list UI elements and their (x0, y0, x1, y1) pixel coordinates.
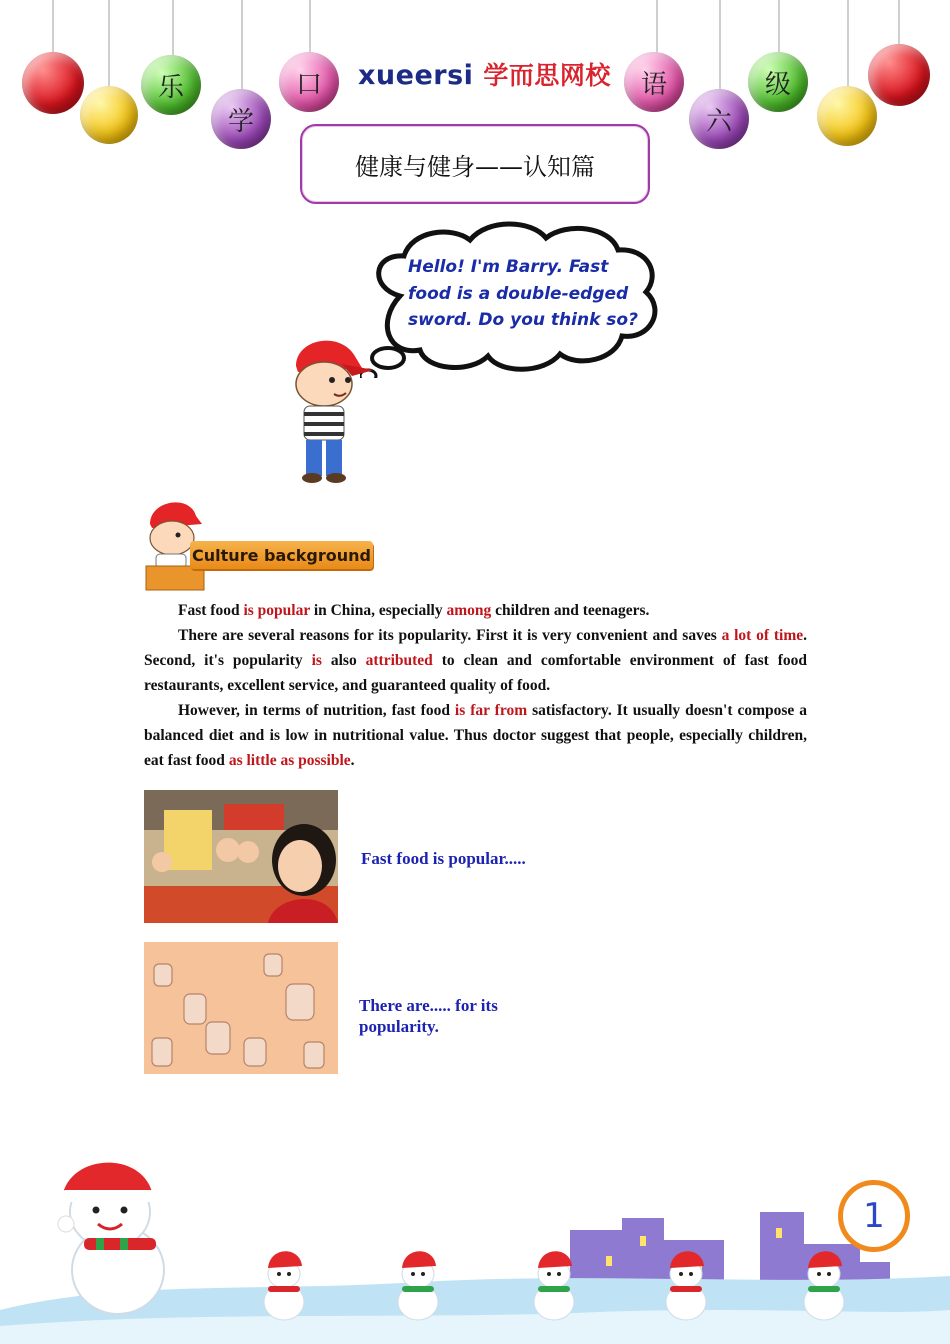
ornament-char-xue: 学 (211, 89, 271, 149)
speech-line-2: food is a double-edged (408, 283, 629, 304)
yellow-ornament-icon (817, 86, 877, 146)
text-run: also (321, 652, 366, 669)
red-ornament-icon (22, 52, 84, 114)
paragraph (144, 598, 807, 623)
text-run: children and teenagers. (491, 602, 650, 619)
caption-line-2: popularity. (359, 1017, 439, 1036)
red-ornament-icon (868, 44, 930, 106)
brand-latin: xueersi (358, 60, 474, 91)
highlighted-phrase: is (311, 652, 322, 669)
brand-chinese: 学而思网校 (483, 61, 611, 90)
caption-line-1: There are..... for its (359, 996, 498, 1015)
section-label-culture-background: Culture background (190, 541, 373, 569)
small-snowman-icon (660, 1246, 712, 1322)
highlighted-phrase: is far from (454, 702, 528, 719)
ornament-char-kou: 口 (279, 52, 339, 112)
thumbs-up-photo (144, 942, 338, 1074)
text-run: There are several reasons for its popularity. First it is very convenient and saves (178, 627, 722, 644)
page-number: 1 (838, 1180, 910, 1252)
page-title: 健康与健身——认知篇 (300, 124, 650, 204)
highlighted-phrase: as little as possible (228, 752, 351, 769)
ornament-char-yu: 语 (624, 52, 684, 112)
ornament-char-le: 乐 (141, 55, 201, 115)
small-snowman-icon (528, 1246, 580, 1322)
text-run: to clean and comfortable environment of fast food restaurants, excellent service, and guaranteed quality of food. (144, 652, 807, 694)
small-snowman-icon (392, 1246, 444, 1322)
kids-eating-photo (144, 790, 338, 923)
paragraph (144, 623, 807, 698)
text-run: satisfactory. It usually doesn't compose a balanced diet and is low in nutritional value. Thus doctor suggest that people, especially children, eat fast food (144, 702, 807, 769)
yellow-ornament-icon (80, 86, 138, 144)
highlighted-phrase: a lot of time (721, 627, 804, 644)
highlighted-phrase: attributed (365, 652, 433, 669)
brand-logo (358, 56, 611, 92)
ornament-char-liu: 六 (689, 89, 749, 149)
caption-fast-food-popular: Fast food is popular..... (361, 849, 526, 868)
text-run: in China, especially (309, 602, 447, 619)
speech-line-3: sword. Do you think so? (408, 310, 638, 330)
small-snowman-icon (798, 1246, 850, 1322)
text-run: However, in terms of nutrition, fast food (178, 702, 455, 719)
speech-text (408, 254, 638, 334)
paragraph (144, 698, 807, 773)
highlighted-phrase: is popular (243, 602, 310, 619)
speech-line-1: Hello! I'm Barry. Fast (408, 257, 609, 277)
text-run: Fast food (178, 602, 244, 619)
ornament-char-ji: 级 (748, 52, 808, 112)
highlighted-phrase: among (446, 602, 492, 619)
caption-reasons-popularity (359, 995, 498, 1037)
barry-boy-icon (282, 328, 372, 484)
text-run: . Second, it's popularity (144, 627, 807, 669)
article-body (144, 598, 807, 773)
small-snowman-icon (258, 1246, 310, 1322)
text-run: . (350, 752, 355, 769)
